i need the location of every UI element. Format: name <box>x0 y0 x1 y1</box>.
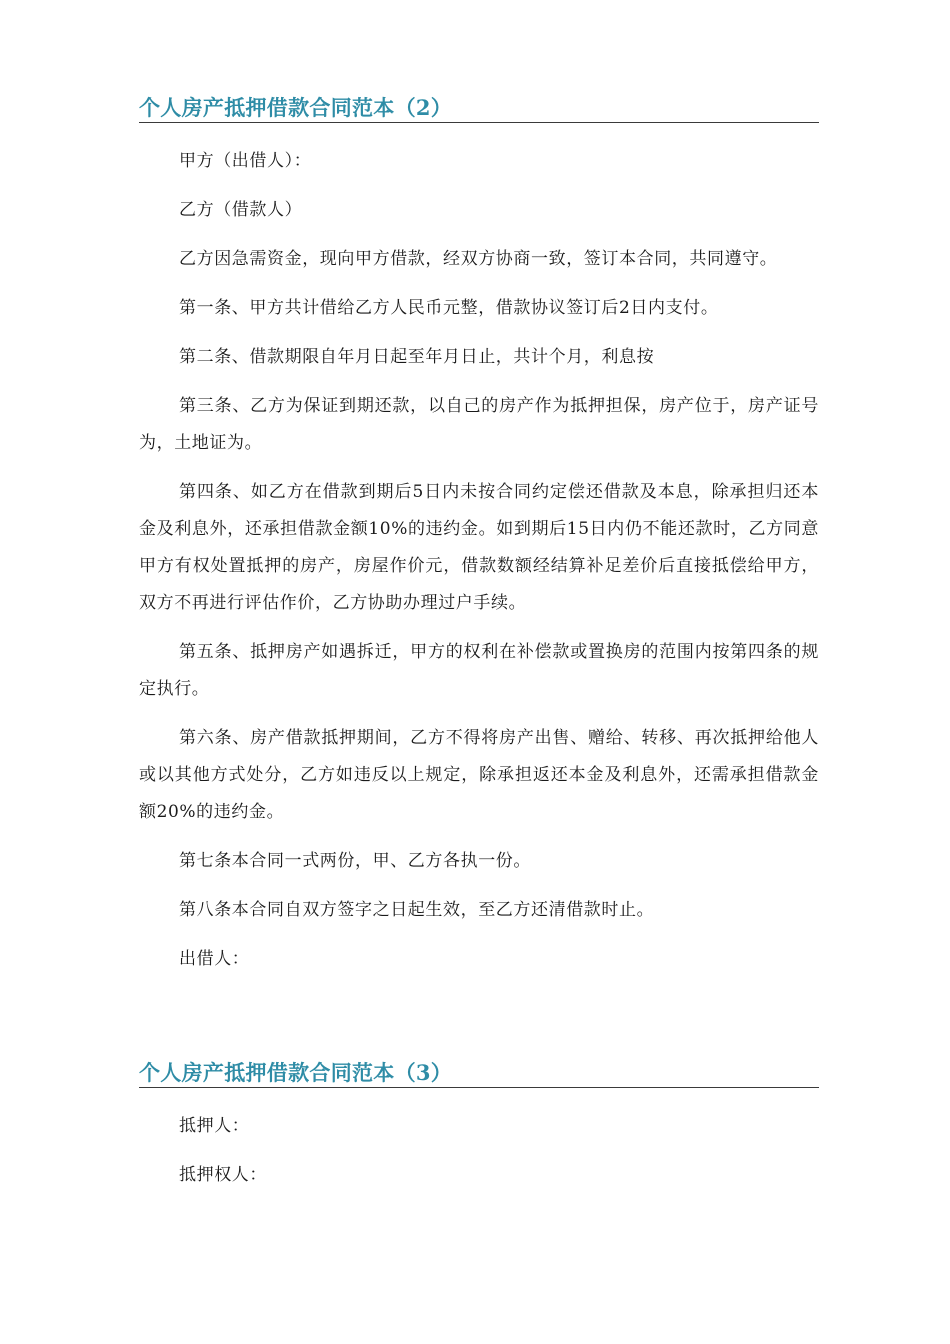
article-1: 第一条、甲方共计借给乙方人民币元整，借款协议签订后2日内支付。 <box>179 298 719 318</box>
party-a-line: 甲方（出借人）： <box>179 151 312 171</box>
section-heading: 个人房产抵押借款合同范本（3） <box>139 1059 819 1088</box>
contract-section-3 <box>139 1059 819 1194</box>
contract-section-2 <box>139 94 819 978</box>
mortgagee-line: 抵押权人： <box>179 1165 267 1185</box>
party-b-line: 乙方（借款人） <box>179 200 303 220</box>
article-3: 第三条、乙方为保证到期还款，以自己的房产作为抵押担保，房产位于，房产证号为，土地证为。 <box>139 396 819 453</box>
section-heading: 个人房产抵押借款合同范本（2） <box>139 94 819 123</box>
lender-signature-line: 出借人： <box>179 949 250 969</box>
section-body <box>139 1108 819 1194</box>
article-7: 第七条本合同一式两份，甲、乙方各执一份。 <box>179 851 531 871</box>
article-8: 第八条本合同自双方签字之日起生效，至乙方还清借款时止。 <box>179 900 655 920</box>
article-6: 第六条、房产借款抵押期间，乙方不得将房产出售、赠给、转移、再次抵押给他人或以其他方式处分，乙方如违反以上规定，除承担返还本金及利息外，还需承担借款金额20%的违约金。 <box>139 728 819 822</box>
section-body <box>139 143 819 978</box>
article-4: 第四条、如乙方在借款到期后5日内未按合同约定偿还借款及本息，除承担归还本金及利息外，还承担借款金额10%的违约金。如到期后15日内仍不能还款时，乙方同意甲方有权处置抵押的房产，房屋作价元，借款数额经结算补足差价后直接抵偿给甲方，双方不再进行评估作价，乙方协助办理过户手续。 <box>139 482 819 613</box>
article-5: 第五条、抵押房产如遇拆迁，甲方的权利在补偿款或置换房的范围内按第四条的规定执行。 <box>139 642 819 699</box>
preamble-paragraph: 乙方因急需资金，现向甲方借款，经双方协商一致，签订本合同，共同遵守。 <box>179 249 778 269</box>
article-2: 第二条、借款期限自年月日起至年月日止，共计个月，利息按 <box>179 347 655 367</box>
mortgagor-line: 抵押人： <box>179 1116 250 1136</box>
